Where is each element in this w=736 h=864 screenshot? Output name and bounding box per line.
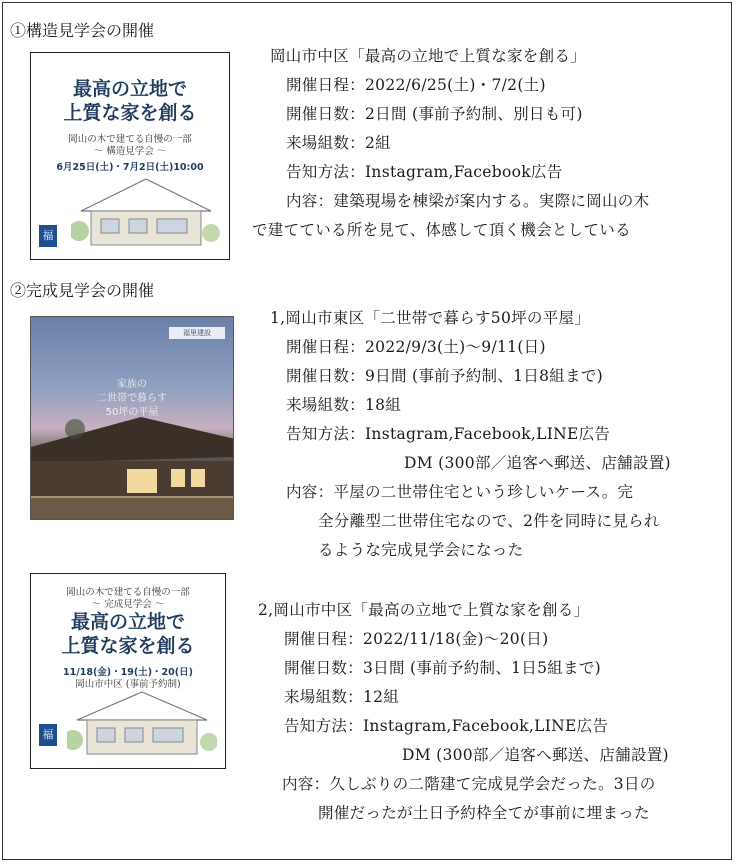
e1-line-6: DM (300部／追客へ郵送、店舗設置) bbox=[404, 454, 671, 472]
flyer-subtitle1: 岡山の木で建てる自慢の一部 bbox=[68, 134, 192, 145]
s1-line-4: 来場組数：2組 bbox=[286, 134, 391, 152]
flyer3-place: 岡山市中区 (事前予約制) bbox=[75, 679, 181, 690]
flyer-dates: 6月25日(土)・7月2日(土)10:00 bbox=[56, 162, 204, 173]
house-sketch-icon bbox=[67, 686, 217, 762]
s1-line-1: 岡山市中区「最高の立地で上質な家を創る」 bbox=[270, 47, 587, 65]
e1-line-4: 来場組数：18組 bbox=[286, 396, 402, 414]
s1-line-7: で建てている所を見て、体感して頂く機会としている bbox=[252, 221, 631, 239]
structure-tour-flyer bbox=[30, 52, 230, 260]
flyer3-subtitle2: ～ 完成見学会 ～ bbox=[91, 599, 165, 610]
flyer3-title-line1: 最高の立地で bbox=[70, 611, 185, 633]
s1-line-5: 告知方法：Instagram,Facebook広告 bbox=[286, 163, 563, 181]
s1-line-3: 開催日数：2日間 (事前予約制、別日も可) bbox=[286, 105, 583, 123]
completion-tour-photo bbox=[30, 316, 234, 520]
e2-line-6: DM (300部／追客へ郵送、店舗設置) bbox=[402, 746, 669, 764]
photo-overlay-1: 家族の bbox=[117, 379, 147, 390]
flyer-title-line1: 最高の立地で bbox=[72, 78, 187, 100]
s1-line-6: 内容：建築現場を棟梁が案内する。実際に岡山の木 bbox=[286, 192, 650, 210]
photo-overlay-2: 二世帯で暮らす bbox=[97, 393, 167, 404]
e2-line-4: 来場組数：12組 bbox=[284, 688, 400, 706]
e1-line-1: 1,岡山市東区「二世帯で暮らす50坪の平屋」 bbox=[270, 309, 591, 327]
house-photo-icon bbox=[31, 417, 234, 520]
e2-line-8: 開催だったが土日予約枠全てが事前に埋まった bbox=[318, 804, 650, 822]
s1-line-2: 開催日程：2022/6/25(土)・7/2(土) bbox=[286, 76, 546, 94]
section2-heading: ②完成見学会の開催 bbox=[10, 281, 155, 300]
company-logo-icon: 福 bbox=[39, 724, 57, 746]
e1-line-5: 告知方法：Instagram,Facebook,LINE広告 bbox=[286, 425, 611, 443]
e1-line-3: 開催日数：9日間 (事前予約制、1日8組まで) bbox=[286, 367, 604, 385]
completion-tour-flyer bbox=[30, 573, 226, 769]
e2-line-2: 開催日程：2022/11/18(金)～20(日) bbox=[284, 630, 549, 648]
house-sketch-icon bbox=[71, 171, 221, 251]
flyer3-dates: 11/18(金)・19(土)・20(日) bbox=[63, 667, 193, 678]
e2-line-7: 内容：久しぶりの二階建て完成見学会だった。3日の bbox=[282, 775, 656, 793]
e2-line-1: 2,岡山市中区「最高の立地で上質な家を創る」 bbox=[258, 601, 590, 619]
e1-line-2: 開催日程：2022/9/3(土)～9/11(日) bbox=[286, 338, 546, 356]
e1-line-7: 内容：平屋の二世帯住宅という珍しいケース。完 bbox=[286, 483, 634, 501]
e1-line-9: るような完成見学会になった bbox=[318, 541, 524, 559]
flyer-subtitle2: ～ 構造見学会 ～ bbox=[93, 146, 167, 157]
flyer-title-line2: 上質な家を創る bbox=[63, 102, 197, 124]
company-logo-icon: 福 bbox=[39, 225, 57, 247]
e2-line-5: 告知方法：Instagram,Facebook,LINE広告 bbox=[284, 717, 609, 735]
photo-overlay-3: 50坪の平屋 bbox=[105, 407, 159, 418]
e2-line-3: 開催日数：3日間 (事前予約制、1日5組まで) bbox=[284, 659, 602, 677]
flyer3-subtitle1: 岡山の木で建てる自慢の一部 bbox=[66, 587, 190, 598]
section1-heading: ①構造見学会の開催 bbox=[10, 21, 155, 40]
photo-badge: 福里建設 bbox=[169, 327, 225, 339]
e1-line-8: 全分離型二世帯住宅なので、2件を同時に見られ bbox=[318, 512, 660, 530]
flyer3-title-line2: 上質な家を創る bbox=[61, 635, 195, 657]
